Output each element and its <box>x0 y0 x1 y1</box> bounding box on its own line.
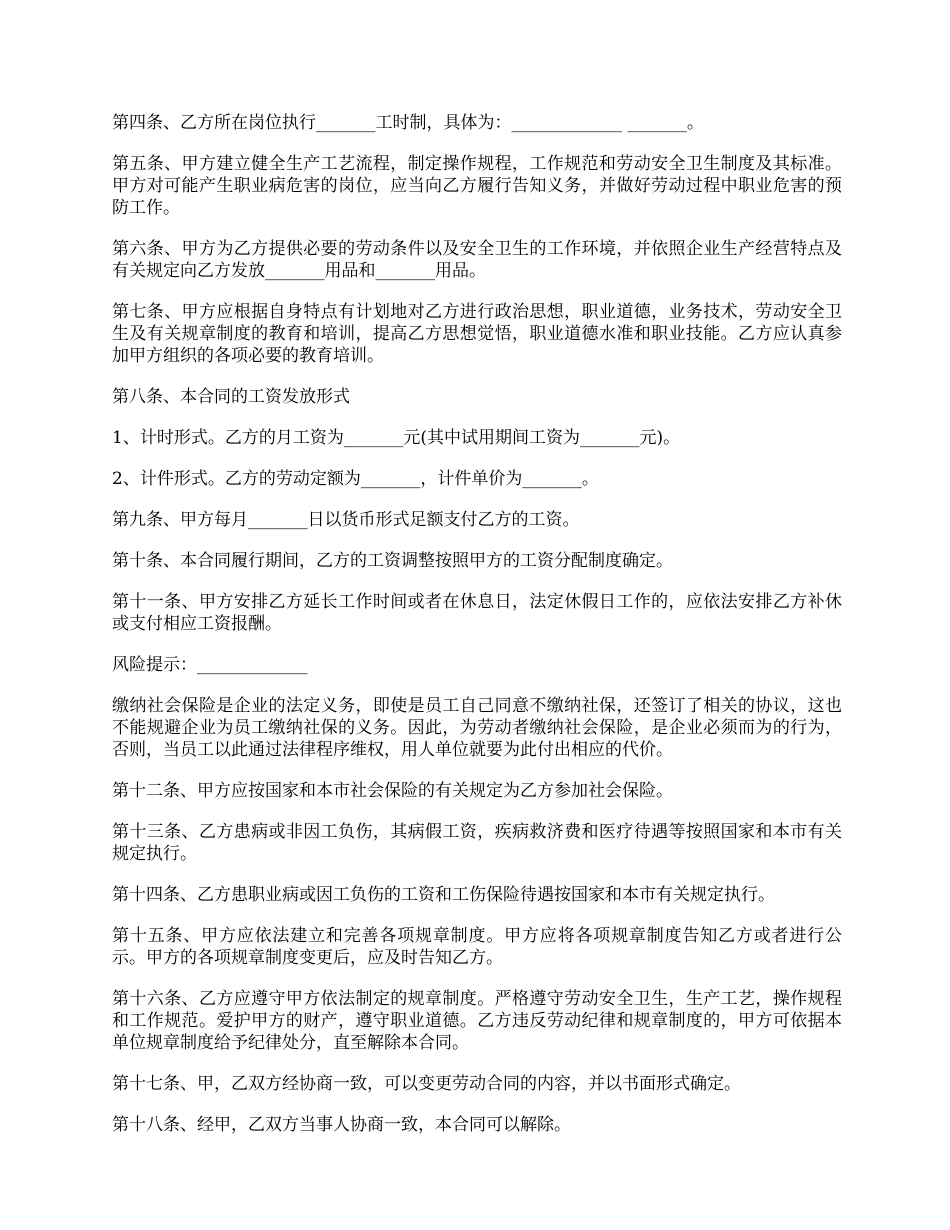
article-7-paragraph: 第七条、甲方应根据自身特点有计划地对乙方进行政治思想，职业道德，业务技术，劳动安全卫生及有关规章制度的教育和培训，提高乙方思想觉悟，职业道德水准和职业技能。乙方应认真参加甲方组织的各项必要的教育培训。 <box>112 302 842 366</box>
article-11-paragraph: 第十一条、甲方安排乙方延长工作时间或者在休息日，法定休假日工作的，应依法安排乙方补休或支付相应工资报酬。 <box>112 592 842 634</box>
document-page <box>112 112 842 1136</box>
article-13-paragraph: 第十三条、乙方患病或非因工负伤，其病假工资，疾病救济费和医疗待遇等按照国家和本市有关规定执行。 <box>112 822 842 864</box>
article-8-heading: 第八条、本合同的工资发放形式 <box>112 387 350 407</box>
article-5-paragraph: 第五条、甲方建立健全生产工艺流程，制定操作规程，工作规范和劳动安全卫生制度及其标准。甲方对可能产生职业病危害的岗位，应当向乙方履行告知义务，并做好劳动过程中职业危害的预防工作。 <box>112 154 842 218</box>
article-6-paragraph: 第六条、甲方为乙方提供必要的劳动条件以及安全卫生的工作环境，并依照企业生产经营特点及有关规定向乙方发放_______用品和_______用品。 <box>112 239 842 281</box>
article-15-paragraph: 第十五条、甲方应依法建立和完善各项规章制度。甲方应将各项规章制度告知乙方或者进行公示。甲方的各项规章制度变更后，应及时告知乙方。 <box>112 926 842 968</box>
risk-notice-label: 风险提示：_____________ <box>112 655 308 675</box>
article-18-paragraph: 第十八条、经甲，乙双方当事人协商一致，本合同可以解除。 <box>112 1115 571 1135</box>
article-17-paragraph: 第十七条、甲，乙双方经协商一致，可以变更劳动合同的内容，并以书面形式确定。 <box>112 1074 741 1094</box>
article-4-paragraph: 第四条、乙方所在岗位执行_______工时制，具体为：_____________ _______。 <box>112 113 704 133</box>
article-14-paragraph: 第十四条、乙方患职业病或因工负伤的工资和工伤保险待遇按国家和本市有关规定执行。 <box>112 885 775 905</box>
social-insurance-warning: 缴纳社会保险是企业的法定义务，即使是员工自己同意不缴纳社保，还签订了相关的协议，这也不能规避企业为员工缴纳社保的义务。因此，为劳动者缴纳社会保险，是企业必须而为的行为，否则，当员工以此通过法律程序维权，用人单位就要为此付出相应的代价。 <box>112 696 842 760</box>
article-9-paragraph: 第九条、甲方每月_______日以货币形式足额支付乙方的工资。 <box>112 510 580 530</box>
wage-hourly-paragraph: 1、计时形式。乙方的月工资为_______元(其中试用期间工资为_______元)。 <box>112 428 681 448</box>
wage-piecework-paragraph: 2、计件形式。乙方的劳动定额为_______，计件单价为_______。 <box>112 469 599 489</box>
article-12-paragraph: 第十二条、甲方应按国家和本市社会保险的有关规定为乙方参加社会保险。 <box>112 781 673 801</box>
article-10-paragraph: 第十条、本合同履行期间，乙方的工资调整按照甲方的工资分配制度确定。 <box>112 551 673 571</box>
article-16-paragraph: 第十六条、乙方应遵守甲方依法制定的规章制度。严格遵守劳动安全卫生，生产工艺，操作规程和工作规范。爱护甲方的财产，遵守职业道德。乙方违反劳动纪律和规章制度的，甲方可依据本单位规章制度给予纪律处分，直至解除本合同。 <box>112 989 842 1053</box>
